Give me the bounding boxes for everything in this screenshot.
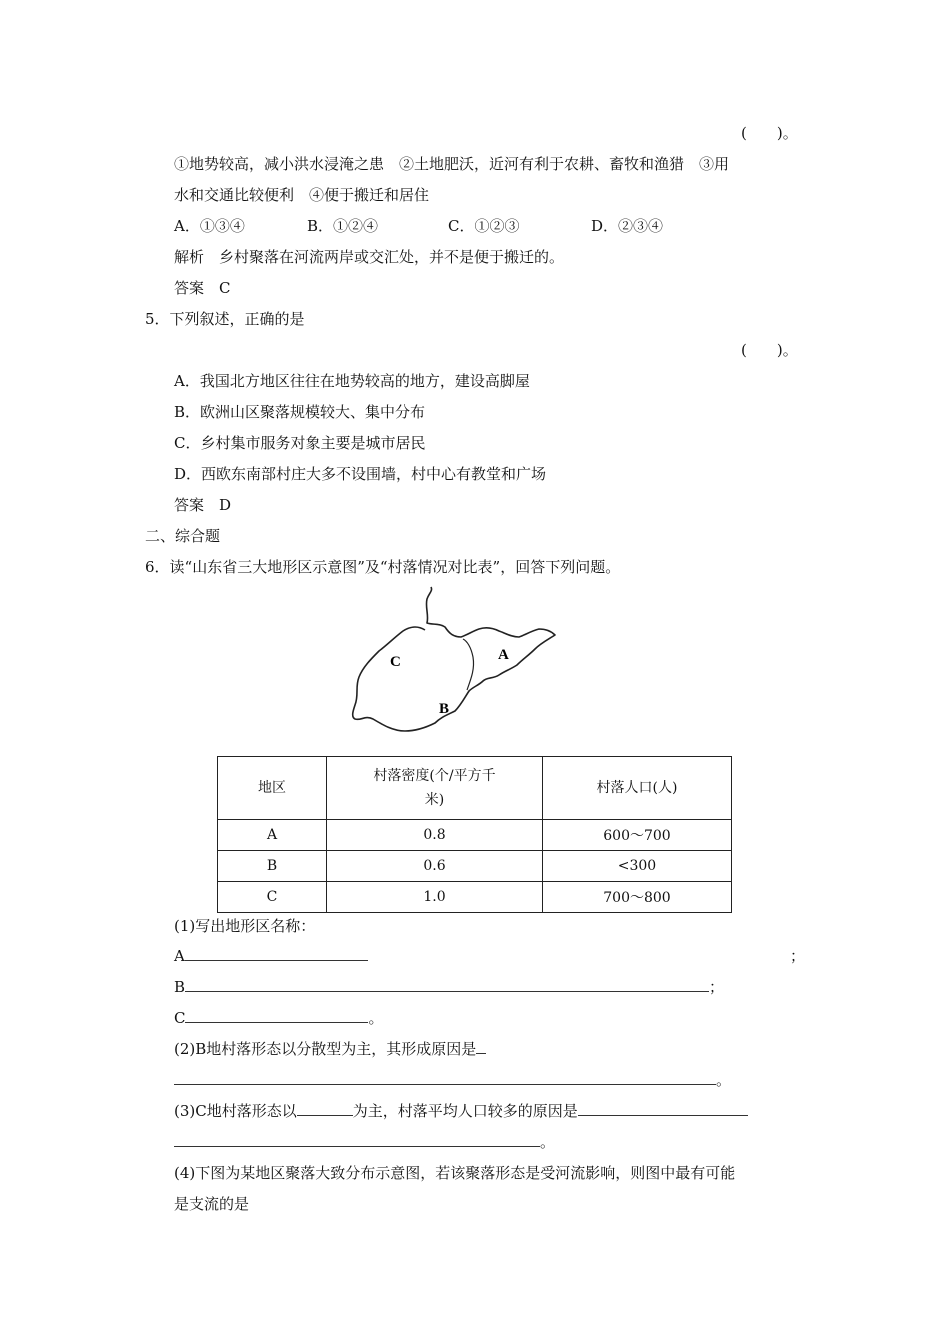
table-row: [218, 851, 732, 882]
cell-population: 600～700: [543, 820, 732, 851]
q4-choice-a: A．①③④: [174, 217, 245, 235]
q6-sub3-blank-line: [174, 1132, 555, 1152]
map-outline: [353, 587, 555, 731]
river-line: [463, 639, 474, 690]
cell-density: 0.6: [327, 851, 543, 882]
shandong-map: [345, 585, 570, 745]
header-region: 地区: [218, 757, 327, 820]
q6-sub4-line2: 是支流的是: [174, 1195, 250, 1213]
semicolon-b: ；: [709, 978, 725, 996]
q5-answer: 答案 D: [174, 496, 232, 514]
map-label-c: C: [390, 654, 401, 670]
q6-stem: 6．读“山东省三大地形区示意图”及“村落情况对比表”，回答下列问题。: [145, 558, 621, 576]
table-row: [218, 820, 732, 851]
answer-blank-b[interactable]: [185, 977, 709, 992]
header-density-line2: 米): [424, 792, 445, 808]
answer-blank-3c[interactable]: [174, 1132, 540, 1147]
q6-sub1-a-semicolon: ；: [790, 947, 806, 965]
q4-options-line2: 水和交通比较便利 ④便于搬迁和居住: [174, 186, 430, 204]
period-c: 。: [368, 1009, 384, 1027]
q5-option-c: C．乡村集市服务对象主要是城市居民: [174, 434, 426, 452]
q6-sub2-text: (2)B地村落形态以分散型为主，其形成原因是: [174, 1040, 477, 1058]
q6-sub3-part2: 为主，村落平均人口较多的原因是: [352, 1102, 578, 1120]
q6-sub1-c-line: [174, 1008, 384, 1028]
header-population: 村落人口(人): [543, 757, 732, 820]
cell-density: 0.8: [327, 820, 543, 851]
q4-options-line1: ①地势较高，减小洪水浸淹之患 ②土地肥沃，近河有利于农耕、畜牧和渔猎 ③用: [174, 155, 730, 173]
label-b: B: [174, 978, 186, 996]
q4-answer: 答案 C: [174, 279, 231, 297]
map-label-b: B: [439, 701, 450, 717]
cell-region: C: [218, 882, 327, 913]
answer-blank-a[interactable]: [185, 946, 368, 961]
answer-blank-2a[interactable]: [476, 1039, 486, 1054]
cell-population: <300: [543, 851, 732, 882]
answer-blank-2b[interactable]: [174, 1070, 716, 1085]
cell-population: 700～800: [543, 882, 732, 913]
q6-sub2-blank-line: [174, 1070, 731, 1090]
q5-option-a: A．我国北方地区往往在地势较高的地方，建设高脚屋: [174, 372, 530, 390]
q6-sub4-line1: (4)下图为某地区聚落大致分布示意图，若该聚落形态是受河流影响，则图中最有可能: [174, 1164, 736, 1182]
cell-region: A: [218, 820, 327, 851]
q4-choice-d: D．②③④: [591, 217, 664, 235]
q5-stem: 5．下列叙述，正确的是: [145, 310, 305, 328]
table-row: [218, 882, 732, 913]
answer-blank-3b[interactable]: [578, 1101, 748, 1116]
q6-sub2-line: [174, 1039, 486, 1059]
answer-blank-c[interactable]: [185, 1008, 368, 1023]
q6-sub3-part1: (3)C地村落形态以: [174, 1102, 297, 1120]
section-heading: 二、综合题: [145, 527, 221, 545]
period-3: 。: [540, 1133, 556, 1151]
q5-option-d: D．西欧东南部村庄大多不设围墙，村中心有教堂和广场: [174, 465, 547, 483]
village-comparison-table: [217, 756, 732, 913]
period-2: 。: [716, 1071, 732, 1089]
q4-choice-c: C．①②③: [448, 217, 520, 235]
q5-answer-paren: ( )。: [741, 341, 798, 359]
q4-answer-paren: ( )。: [741, 124, 798, 142]
label-a: A: [174, 947, 185, 965]
answer-blank-3a[interactable]: [297, 1101, 353, 1116]
cell-density: 1.0: [327, 882, 543, 913]
q6-sub1-prompt: (1)写出地形区名称：: [174, 917, 316, 935]
q4-analysis: 解析 乡村聚落在河流两岸或交汇处，并不是便于搬迁的。: [174, 248, 565, 266]
q5-option-b: B．欧洲山区聚落规模较大、集中分布: [174, 403, 426, 421]
map-label-a: A: [498, 647, 509, 663]
q6-sub1-a-line: [174, 946, 368, 966]
label-c: C: [174, 1009, 186, 1027]
q6-sub1-b-line: [174, 977, 724, 997]
header-density-line1: 村落密度(个/平方千: [373, 768, 496, 784]
cell-region: B: [218, 851, 327, 882]
header-density: [327, 757, 543, 820]
q6-sub3-line: [174, 1101, 748, 1121]
q4-choice-b: B．①②④: [307, 217, 379, 235]
table-header-row: [218, 757, 732, 820]
